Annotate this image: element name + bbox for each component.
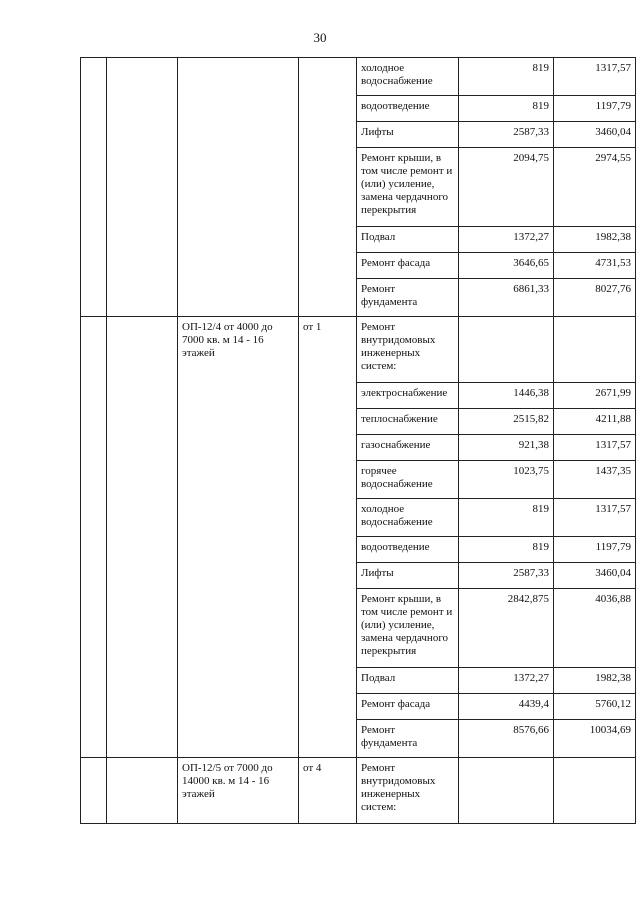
work-type-cell: Ремонт крыши, в том числе ремонт и (или) усиление, замена чердачного перекрытия [357, 148, 459, 227]
value-cell: 2587,33 [459, 563, 554, 589]
value-cell: 1982,38 [554, 668, 636, 694]
value-cell: 1197,79 [554, 96, 636, 122]
work-type-cell: Ремонт фасада [357, 253, 459, 279]
value-cell: 2094,75 [459, 148, 554, 227]
category-cell [178, 58, 299, 317]
value-cell: 8576,66 [459, 720, 554, 758]
value-cell: 2671,99 [554, 383, 636, 409]
value-cell: 1372,27 [459, 668, 554, 694]
value-cell: 4439,4 [459, 694, 554, 720]
work-type-cell: Ремонт крыши, в том числе ремонт и (или) усиление, замена чердачного перекрытия [357, 589, 459, 668]
work-type-cell: водоотведение [357, 96, 459, 122]
value-cell: 1023,75 [459, 461, 554, 499]
value-cell [554, 758, 636, 824]
value-cell: 819 [459, 58, 554, 96]
table-row [81, 758, 636, 824]
value-cell: 3646,65 [459, 253, 554, 279]
work-type-cell: Подвал [357, 227, 459, 253]
value-cell: 3460,04 [554, 563, 636, 589]
value-cell: 1317,57 [554, 435, 636, 461]
value-cell: 2515,82 [459, 409, 554, 435]
category-cell: ОП-12/5 от 7000 до 14000 кв. м 14 - 16 этажей [178, 758, 299, 824]
work-type-cell: Ремонт фундамента [357, 720, 459, 758]
type-cell [107, 758, 178, 824]
work-type-cell: Ремонт внутридомовых инженерных систем: [357, 758, 459, 824]
value-cell: 2974,55 [554, 148, 636, 227]
table-row [81, 58, 636, 96]
work-type-cell: холодное водоснабжение [357, 58, 459, 96]
value-cell: 4211,88 [554, 409, 636, 435]
work-type-cell: Лифты [357, 563, 459, 589]
value-cell: 819 [459, 537, 554, 563]
value-cell: 1317,57 [554, 499, 636, 537]
from-cell: от 4 [299, 758, 357, 824]
index-cell [81, 758, 107, 824]
value-cell: 819 [459, 96, 554, 122]
value-cell: 8027,76 [554, 279, 636, 317]
work-type-cell: Подвал [357, 668, 459, 694]
work-type-cell: горячее водоснабжение [357, 461, 459, 499]
value-cell: 1317,57 [554, 58, 636, 96]
work-type-cell: Ремонт внутридомовых инженерных систем: [357, 317, 459, 383]
value-cell: 1437,35 [554, 461, 636, 499]
index-cell [81, 317, 107, 758]
value-cell [459, 758, 554, 824]
tariff-table [80, 57, 636, 824]
value-cell: 10034,69 [554, 720, 636, 758]
value-cell: 1982,38 [554, 227, 636, 253]
page-number: 30 [313, 30, 327, 45]
value-cell: 4036,88 [554, 589, 636, 668]
work-type-cell: водоотведение [357, 537, 459, 563]
work-type-cell: Лифты [357, 122, 459, 148]
value-cell: 1372,27 [459, 227, 554, 253]
work-type-cell: Ремонт фасада [357, 694, 459, 720]
value-cell: 2842,875 [459, 589, 554, 668]
value-cell: 921,38 [459, 435, 554, 461]
work-type-cell: Ремонт фундамента [357, 279, 459, 317]
work-type-cell: холодное водоснабжение [357, 499, 459, 537]
value-cell: 3460,04 [554, 122, 636, 148]
from-cell: от 1 [299, 317, 357, 758]
value-cell: 5760,12 [554, 694, 636, 720]
value-cell: 4731,53 [554, 253, 636, 279]
type-cell [107, 317, 178, 758]
value-cell: 2587,33 [459, 122, 554, 148]
value-cell: 1446,38 [459, 383, 554, 409]
value-cell: 1197,79 [554, 537, 636, 563]
work-type-cell: газоснабжение [357, 435, 459, 461]
value-cell [554, 317, 636, 383]
index-cell [81, 58, 107, 317]
value-cell: 6861,33 [459, 279, 554, 317]
category-cell: ОП-12/4 от 4000 до 7000 кв. м 14 - 16 этажей [178, 317, 299, 758]
work-type-cell: теплоснабжение [357, 409, 459, 435]
value-cell: 819 [459, 499, 554, 537]
table-row [81, 317, 636, 383]
type-cell [107, 58, 178, 317]
work-type-cell: электроснабжение [357, 383, 459, 409]
from-cell [299, 58, 357, 317]
value-cell [459, 317, 554, 383]
